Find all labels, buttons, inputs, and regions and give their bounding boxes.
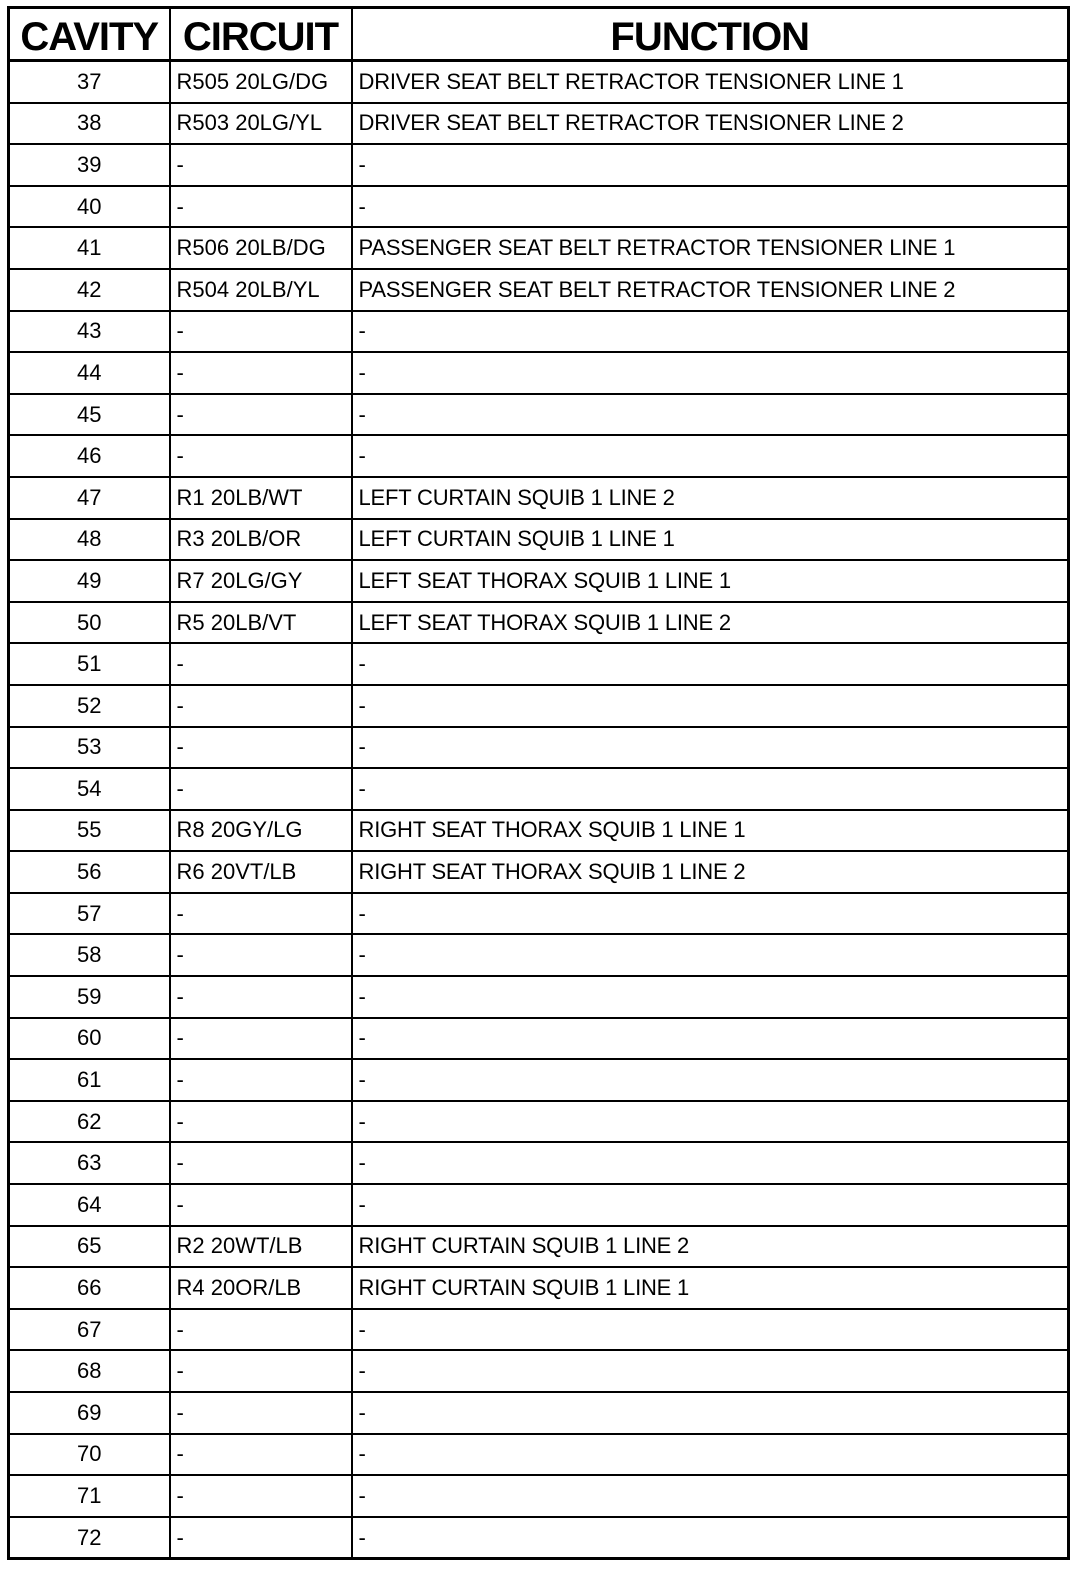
cavity-cell: 71 <box>9 1475 170 1517</box>
circuit-cell: - <box>170 144 352 186</box>
table-row <box>9 1392 1069 1434</box>
table-row <box>9 1267 1069 1309</box>
circuit-cell: - <box>170 976 352 1018</box>
circuit-cell: - <box>170 352 352 394</box>
cavity-cell: 65 <box>9 1226 170 1268</box>
circuit-cell: - <box>170 727 352 769</box>
table-row <box>9 768 1069 810</box>
function-cell: DRIVER SEAT BELT RETRACTOR TENSIONER LINE 2 <box>352 103 1069 145</box>
function-cell: - <box>352 1101 1069 1143</box>
table-row <box>9 1059 1069 1101</box>
table-row <box>9 727 1069 769</box>
table-row <box>9 103 1069 145</box>
function-cell: RIGHT SEAT THORAX SQUIB 1 LINE 1 <box>352 810 1069 852</box>
function-cell: DRIVER SEAT BELT RETRACTOR TENSIONER LINE 1 <box>352 61 1069 103</box>
circuit-cell: - <box>170 1475 352 1517</box>
cavity-cell: 56 <box>9 851 170 893</box>
circuit-cell: - <box>170 311 352 353</box>
function-cell: LEFT CURTAIN SQUIB 1 LINE 2 <box>352 477 1069 519</box>
function-cell: - <box>352 976 1069 1018</box>
function-cell: - <box>352 311 1069 353</box>
function-cell: RIGHT SEAT THORAX SQUIB 1 LINE 2 <box>352 851 1069 893</box>
table-row <box>9 976 1069 1018</box>
function-cell: - <box>352 727 1069 769</box>
table-row <box>9 1142 1069 1184</box>
circuit-cell: - <box>170 1142 352 1184</box>
circuit-cell: - <box>170 1184 352 1226</box>
connector-pinout-sheet <box>7 6 1067 1560</box>
function-cell: LEFT SEAT THORAX SQUIB 1 LINE 2 <box>352 602 1069 644</box>
table-row <box>9 61 1069 103</box>
cavity-cell: 40 <box>9 186 170 228</box>
cavity-cell: 37 <box>9 61 170 103</box>
function-cell: - <box>352 768 1069 810</box>
cavity-cell: 42 <box>9 269 170 311</box>
cavity-cell: 54 <box>9 768 170 810</box>
cavity-cell: 69 <box>9 1392 170 1434</box>
circuit-cell: R506 20LB/DG <box>170 227 352 269</box>
cavity-cell: 68 <box>9 1350 170 1392</box>
table-row <box>9 269 1069 311</box>
table-row <box>9 144 1069 186</box>
function-cell: PASSENGER SEAT BELT RETRACTOR TENSIONER LINE 1 <box>352 227 1069 269</box>
table-row <box>9 352 1069 394</box>
cavity-cell: 66 <box>9 1267 170 1309</box>
circuit-cell: - <box>170 893 352 935</box>
cavity-cell: 63 <box>9 1142 170 1184</box>
cavity-column-header: CAVITY <box>9 8 170 61</box>
cavity-cell: 39 <box>9 144 170 186</box>
cavity-cell: 62 <box>9 1101 170 1143</box>
cavity-cell: 47 <box>9 477 170 519</box>
function-cell: - <box>352 1059 1069 1101</box>
table-header <box>9 8 1069 61</box>
table-row <box>9 1350 1069 1392</box>
circuit-cell: - <box>170 685 352 727</box>
table-row <box>9 602 1069 644</box>
table-row <box>9 851 1069 893</box>
function-cell: - <box>352 144 1069 186</box>
circuit-cell: - <box>170 1059 352 1101</box>
function-cell: - <box>352 1309 1069 1351</box>
circuit-cell: - <box>170 768 352 810</box>
table-body <box>9 61 1069 1559</box>
circuit-column-header: CIRCUIT <box>170 8 352 61</box>
circuit-cell: - <box>170 394 352 436</box>
table-row <box>9 560 1069 602</box>
table-row <box>9 1309 1069 1351</box>
table-row <box>9 519 1069 561</box>
circuit-cell: R505 20LG/DG <box>170 61 352 103</box>
function-cell: - <box>352 1434 1069 1476</box>
table-row <box>9 311 1069 353</box>
table-row <box>9 1517 1069 1559</box>
circuit-cell: R8 20GY/LG <box>170 810 352 852</box>
cavity-cell: 50 <box>9 602 170 644</box>
table-row <box>9 227 1069 269</box>
function-cell: - <box>352 1142 1069 1184</box>
cavity-cell: 58 <box>9 934 170 976</box>
circuit-cell: R7 20LG/GY <box>170 560 352 602</box>
table-row <box>9 893 1069 935</box>
function-cell: PASSENGER SEAT BELT RETRACTOR TENSIONER LINE 2 <box>352 269 1069 311</box>
table-row <box>9 685 1069 727</box>
table-row <box>9 477 1069 519</box>
circuit-cell: R5 20LB/VT <box>170 602 352 644</box>
cavity-cell: 49 <box>9 560 170 602</box>
table-row <box>9 1226 1069 1268</box>
circuit-cell: - <box>170 643 352 685</box>
cavity-cell: 64 <box>9 1184 170 1226</box>
function-cell: RIGHT CURTAIN SQUIB 1 LINE 1 <box>352 1267 1069 1309</box>
function-cell: - <box>352 1184 1069 1226</box>
circuit-cell: - <box>170 186 352 228</box>
circuit-cell: R4 20OR/LB <box>170 1267 352 1309</box>
circuit-cell: - <box>170 1309 352 1351</box>
table-row <box>9 1018 1069 1060</box>
circuit-cell: - <box>170 1018 352 1060</box>
cavity-cell: 52 <box>9 685 170 727</box>
circuit-cell: - <box>170 1101 352 1143</box>
function-cell: - <box>352 1517 1069 1559</box>
circuit-cell: R6 20VT/LB <box>170 851 352 893</box>
table-row <box>9 1101 1069 1143</box>
function-cell: - <box>352 186 1069 228</box>
cavity-cell: 67 <box>9 1309 170 1351</box>
table-row <box>9 643 1069 685</box>
cavity-cell: 46 <box>9 435 170 477</box>
circuit-cell: R504 20LB/YL <box>170 269 352 311</box>
cavity-cell: 53 <box>9 727 170 769</box>
function-cell: - <box>352 685 1069 727</box>
function-cell: - <box>352 643 1069 685</box>
connector-pinout-table <box>7 6 1070 1560</box>
function-cell: - <box>352 893 1069 935</box>
cavity-cell: 59 <box>9 976 170 1018</box>
table-row <box>9 186 1069 228</box>
cavity-cell: 60 <box>9 1018 170 1060</box>
function-cell: LEFT SEAT THORAX SQUIB 1 LINE 1 <box>352 560 1069 602</box>
cavity-cell: 45 <box>9 394 170 436</box>
function-cell: - <box>352 1392 1069 1434</box>
header-row <box>9 8 1069 61</box>
circuit-cell: R2 20WT/LB <box>170 1226 352 1268</box>
circuit-cell: - <box>170 435 352 477</box>
circuit-cell: R503 20LG/YL <box>170 103 352 145</box>
function-cell: - <box>352 435 1069 477</box>
cavity-cell: 61 <box>9 1059 170 1101</box>
cavity-cell: 41 <box>9 227 170 269</box>
table-row <box>9 1184 1069 1226</box>
table-row <box>9 1475 1069 1517</box>
function-cell: - <box>352 934 1069 976</box>
function-cell: - <box>352 1475 1069 1517</box>
circuit-cell: - <box>170 1350 352 1392</box>
circuit-cell: - <box>170 934 352 976</box>
circuit-cell: - <box>170 1434 352 1476</box>
circuit-cell: R1 20LB/WT <box>170 477 352 519</box>
table-row <box>9 934 1069 976</box>
function-cell: - <box>352 394 1069 436</box>
function-cell: - <box>352 352 1069 394</box>
cavity-cell: 38 <box>9 103 170 145</box>
circuit-cell: - <box>170 1392 352 1434</box>
cavity-cell: 57 <box>9 893 170 935</box>
table-row <box>9 394 1069 436</box>
cavity-cell: 55 <box>9 810 170 852</box>
function-cell: - <box>352 1350 1069 1392</box>
table-row <box>9 810 1069 852</box>
cavity-cell: 44 <box>9 352 170 394</box>
cavity-cell: 43 <box>9 311 170 353</box>
function-column-header: FUNCTION <box>352 8 1069 61</box>
table-row <box>9 1434 1069 1476</box>
cavity-cell: 48 <box>9 519 170 561</box>
function-cell: LEFT CURTAIN SQUIB 1 LINE 1 <box>352 519 1069 561</box>
table-row <box>9 435 1069 477</box>
cavity-cell: 51 <box>9 643 170 685</box>
circuit-cell: - <box>170 1517 352 1559</box>
function-cell: - <box>352 1018 1069 1060</box>
cavity-cell: 72 <box>9 1517 170 1559</box>
circuit-cell: R3 20LB/OR <box>170 519 352 561</box>
function-cell: RIGHT CURTAIN SQUIB 1 LINE 2 <box>352 1226 1069 1268</box>
cavity-cell: 70 <box>9 1434 170 1476</box>
